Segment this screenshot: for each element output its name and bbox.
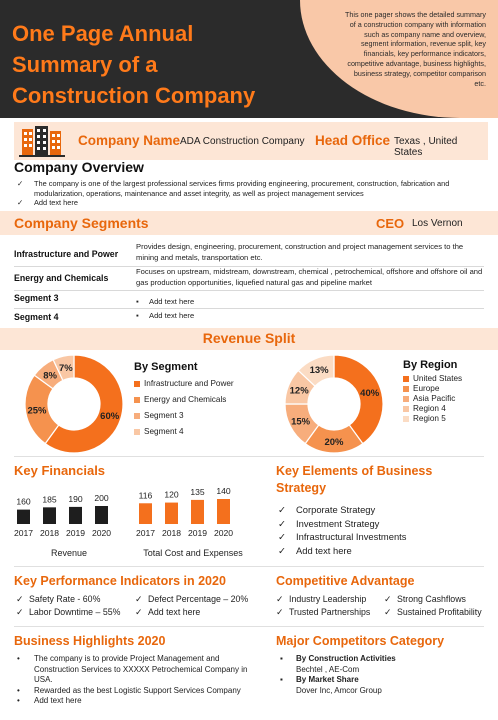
legend-swatch [403,416,409,422]
title-line-1: One Page Annual [12,21,194,46]
segment-description: Focuses on upstream, midstream, downstream, chemical , petrochemical, offshore and offshore oil and gas production opportunities, liquefied natural gas and pipeline market [136,267,483,287]
company-name-label: Company Name [78,133,181,148]
region-legend [403,359,462,424]
segment-legend [134,361,234,443]
kpi-item: ✓ Labor Downtime – 55% [16,607,121,617]
slice-label: 40% [360,387,380,399]
competitor-heading: ▪ By Market Share [280,675,359,684]
slice-label: 20% [324,437,344,448]
legend-swatch [134,381,140,387]
bar-category-label: 2019 [187,528,208,538]
slice-label: 7% [58,362,73,374]
competitors-list [280,654,396,696]
slice-label: 60% [100,411,120,423]
head-office-value: Texas , United States [394,136,458,158]
competitors-title: Major Competitors Category [276,634,445,648]
page-title [12,18,312,111]
segment-donut-chart [24,354,124,454]
bar-category-label: 2020 [213,528,234,538]
bar-category-label: 2018 [39,528,60,538]
key-financials-title: Key Financials [14,463,106,478]
legend-swatch [403,406,409,412]
strategy-item: ✓ Investment Strategy [278,517,380,529]
legend-swatch [403,386,409,392]
legend-item [134,379,234,388]
header-banner [0,0,498,118]
legend-label: Segment 4 [144,427,184,436]
legend-swatch [403,396,409,402]
kpi-list [135,593,248,619]
bar-value-label: 120 [164,489,179,500]
bar-category-label: 2020 [91,528,112,538]
buildings-icon [19,125,71,157]
advantage-list [384,593,482,619]
segment-name: Infrastructure and Power [14,249,119,259]
divider [14,456,484,457]
legend-label: Region 5 [413,414,446,423]
strategy-title: Key Elements of Business Strategy [276,464,433,495]
bar-category-label: 2017 [136,528,156,538]
bar [165,503,178,524]
bar-category-label: 2018 [161,528,182,538]
highlight-item: • Rewarded as the best Logistic Support Services Company [17,685,241,695]
bar-category-label: 2019 [65,528,86,538]
legend-swatch [403,376,409,382]
bar-category-label: 2017 [14,528,34,538]
ceo-value: Los Vernon [412,218,463,229]
competitor-value: Dover Inc, Amcor Group [296,685,382,695]
legend-item [134,411,234,420]
head-office-label: Head Office [315,133,391,148]
ceo-label: CEO [376,216,405,231]
revenue-chart-label: Revenue [50,548,88,558]
legend-label: Asia Pacific [413,394,456,403]
slice-label: 12% [289,385,309,397]
advantage-item: ✓ Industry Leadership [276,594,367,604]
bar [191,500,204,524]
overview-item: ✓ Add text here [17,198,78,207]
legend-label: Energy and Chemicals [144,395,227,404]
overview-item: ✓ The company is one of the largest professional services firms providing engineering, procurement, construction, fabrication and modularization, operations, maintenance and asset integrity, as well as project management services [17,179,450,198]
slice-label: 8% [43,370,57,382]
slice-label: 15% [291,416,311,428]
advantage-title: Competitive Advantage [276,574,415,588]
bar-value-label: 116 [138,490,153,501]
strategy-list [276,503,406,557]
title-line-2: Summary of a [12,52,158,77]
bar-value-label: 135 [190,486,205,497]
highlights-list [14,654,254,707]
advantage-item: ✓ Trusted Partnerships [276,607,371,617]
cost-chart-label: Total Cost and Expenses [143,548,243,558]
strategy-item: ✓ Infrastructural Investments [278,531,407,542]
bar [69,507,82,524]
segment-legend-title: By Segment [134,361,198,373]
kpi-item: ✓ Add text here [135,607,201,617]
segments-title: Company Segments [14,215,149,231]
legend-swatch [134,413,140,419]
bar-value-label: 160 [16,496,31,507]
legend-swatch [134,429,140,435]
kpi-title: Key Performance Indicators in 2020 [14,574,226,588]
kpi-item: ✓ Safety Rate - 60% [16,594,101,604]
legend-label: Segment 3 [144,411,184,420]
bar-value-label: 200 [94,493,109,503]
divider [14,308,484,309]
legend-item [134,427,234,436]
highlights-title: Business Highlights 2020 [14,634,166,648]
slice-label: 13% [309,365,329,377]
segment-description: ▪ Add text here [136,311,195,320]
bar-value-label: 190 [68,493,83,504]
cost-bar-chart [136,476,248,556]
bar-value-label: 140 [216,486,231,496]
strategy-item: ✓ Add text here [278,544,352,556]
region-legend-title: By Region [403,359,458,371]
highlight-item: • The company is to provide Project Management and Construction Services to XXXXX Petrochemical Company in USA. [17,654,248,684]
legend-swatch [134,397,140,403]
competitor-heading: ▪ By Construction Activities [280,654,396,663]
slice-label: 25% [27,405,47,417]
legend-label: United States [413,374,463,383]
legend-item [134,395,234,404]
bar [17,510,30,524]
legend-item [403,374,462,383]
legend-item [403,404,462,413]
highlight-item: • Add text here [17,696,82,705]
header-description: This one pager shows the detailed summary of a construction company with information such as company name and overview, segment information, revenue split, key financials, key performance indicators, competitive advantage, business highlights, business strategy, competitor comparison etc. [344,10,486,88]
company-name-value: ADA Construction Company [180,136,305,147]
legend-label: Europe [413,384,440,393]
advantage-item: ✓ Sustained Profitability [384,607,482,617]
divider [14,290,484,291]
divider [14,566,484,567]
legend-label: Region 4 [413,404,446,413]
kpi-list [16,593,120,619]
bar [139,503,152,524]
title-line-3: Construction Company [12,83,256,108]
company-info-bar [14,122,488,160]
advantage-item: ✓ Strong Cashflows [384,594,466,604]
legend-item [403,384,462,393]
bar-value-label: 185 [42,494,57,505]
divider [14,626,484,627]
segment-description: ▪ Add text here [136,297,195,306]
bar [43,507,56,524]
segment-description: Provides design, engineering, procurement, construction and project management services to the mining and metals, transportation etc. [136,242,464,262]
segment-name: Segment 4 [14,312,59,322]
advantage-list [276,593,370,619]
legend-item [403,414,462,423]
legend-item [403,394,462,403]
bar [217,499,230,524]
segment-name: Segment 3 [14,293,59,303]
competitor-value: Bechtel , AE-Com [296,664,360,674]
region-donut-chart [284,354,384,454]
bar [95,506,108,524]
segment-name: Energy and Chemicals [14,273,109,283]
strategy-item: ✓ Corporate Strategy [278,504,376,515]
revenue-title: Revenue Split [202,330,296,346]
legend-label: Infrastructure and Power [144,379,234,388]
overview-title: Company Overview [14,159,144,175]
kpi-item: ✓ Defect Percentage – 20% [135,594,249,604]
overview-list [14,179,484,208]
